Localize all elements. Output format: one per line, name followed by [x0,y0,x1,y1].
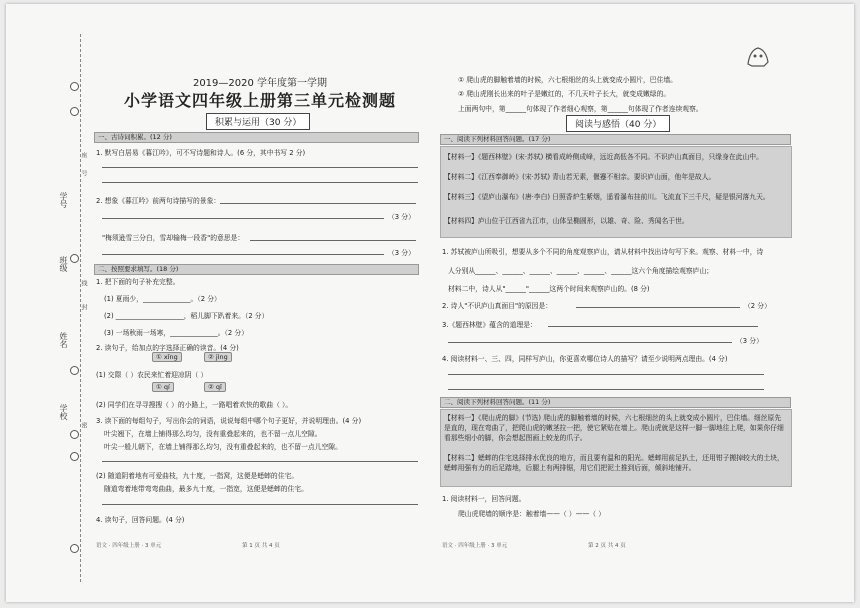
material-4: 【材料四】庐山位于江西省九江市，山体呈椭圆形，以雄、奇、险、秀闻名于世。 [444,217,689,225]
question-3: "梅须逊雪三分白，雪却输梅一段香"的意思是： [102,234,245,242]
binding-label-school: 学校 [59,404,68,420]
binding-mark: 号 [80,170,87,176]
reading-sentence-1: ① 爬山虎的脚触着墙的时候，六七根细丝的头上就变成小圆片，巴住墙。 [458,76,677,84]
answer-line[interactable] [448,342,732,343]
answer-line[interactable] [102,254,384,255]
bar-reading-1: 一、阅读下列材料回答问题。(17 分) [440,134,791,145]
footer-subject: 语文 · 四年级上册 · 3 单元 [96,543,162,549]
punch-hole [70,366,79,375]
score: （3 分） [388,213,415,221]
reading-q1a: 人分别从______、______、______、______、______、______这六个角度描绘观察庐山； [448,267,714,275]
reading-sentence-2: ② 爬山虎刚长出来的叶子是嫩红的，不几天叶子长大，就变成嫩绿的。 [458,90,671,98]
reading-q3: 3.《题西林壁》蕴含的道理是： [442,321,537,329]
binding-label-student-no: 学号 [59,192,68,208]
answer-line[interactable] [102,461,418,462]
corner-seal-icon [744,44,772,70]
punch-hole [70,254,79,263]
sentence-6d: 随道弯着地带弯弯曲曲，最多九十度，一指宽，这便是蟋蟀的住宅。 [104,485,308,493]
binding-mark: 座 [80,152,87,158]
question-6: 3. 读下面的每组句子，写出你会的词语，说说每组中哪个句子更好，并说明理由。(4 分) [96,417,362,425]
sentence-6c: (2) 随道阴着地有可爱曲枝，九十度，一指窝，这便是蟋蟀的住宅。 [96,472,299,480]
pinyin-option[interactable]: ② jìng [204,352,232,362]
answer-line[interactable] [448,389,764,390]
binding-mark: 线 [80,280,87,286]
footer-subject: 语文 · 四年级上册 · 3 单元 [442,543,508,549]
binding-label-class: 班级 [59,256,68,272]
score: （2 分） [744,302,771,310]
question-5b: (2) 同学们在寻寻搜搜（ ）的小路上，一路唱着欢快的歌曲（ ）。 [96,401,293,409]
left-page [92,4,428,602]
bar-fill-in: 二、按照要求填写。(18 分) [94,264,419,275]
right-page [438,4,790,602]
reading-q1b: 材料二中，诗人从"______"______这两个时间来观察庐山的。(8 分) [448,285,650,293]
answer-line[interactable] [102,218,384,219]
exam-title: 小学语文四年级上册第三单元检测题 [123,91,396,110]
punch-hole [70,544,79,553]
question-4b: (2) ____________________，稻儿脚下趴着来。（2 分） [104,312,269,320]
answer-line[interactable] [576,307,740,308]
material-3: 【材料三】《望庐山瀑布》(唐·李白) 日照香炉生紫烟，遥看瀑布挂前川。飞流直下三千尺，疑是银河落九天。 [444,193,770,201]
answer-line[interactable] [448,374,764,375]
section-reading: 阅读与感悟（40 分） [566,115,670,132]
sentence-6b: 叶尖一般儿朝下，在墙上铺得那么均匀，没有重叠起来的，也不留一点儿空隙。 [104,443,342,451]
answer-line[interactable] [102,182,418,183]
punch-hole [70,107,79,116]
footer-page: 第 1 页 共 4 页 [242,543,280,549]
reading-q4: 4. 阅读材料一、三、四，同样写庐山，你更喜欢哪位诗人的描写？请至少说明两点理由。(4 分) [442,355,728,363]
question-4: 1. 把下面的句子补充完整。 [96,278,180,286]
sentence-6a: 叶尖翘下，在墙上铺得那么均匀，没有重叠起来的，也不留一点儿空隙。 [104,430,322,438]
pinyin-option[interactable]: ② qǐ [204,382,226,392]
section-accumulation: 积累与运用（30 分） [206,113,310,130]
pinyin-option[interactable]: ① qí [152,382,174,392]
answer-line[interactable] [548,326,758,327]
material-2: 【材料二】《江西奉御岭》(宋·苏轼) 青山若无素，偃蹇不相亲。要识庐山面，他年是故人。 [444,173,716,181]
question-1: 1. 默写白居易《暮江吟》，可不写诗题和诗人。(6 分，其中书写 2 分) [96,149,306,157]
exam-sheet [6,4,854,602]
material-6: 【材料二】蟋蟀的住宅选择排水优良的地方，而且要有温和的阳光。蟋蟀用前足扒土，还用钳子搬掉较大的土块，蟋蟀用强有力的后足踏地，后腿上有两排锯，用它们把泥土推到后面，倾斜地铺开。 [444,454,784,472]
reading-q5: 1. 阅读材料一，回答问题。 [442,495,526,503]
question-2: 2. 想象《暮江吟》前两句诗描写的景象： [96,197,221,205]
bar-reading-2: 二、阅读下列材料回答问题。(11 分) [440,397,791,408]
footer-page: 第 2 页 共 4 页 [588,543,626,549]
question-7: 4. 读句子，回答问题。(4 分) [96,516,185,524]
question-5: 2. 读句子，给加点的字选择正确的读音。(4 分) [96,344,239,352]
pinyin-option[interactable]: ① xǐng [152,352,182,362]
answer-line[interactable] [102,167,418,168]
answer-line[interactable] [250,240,416,241]
binding-mark: 密 [80,422,87,428]
reading-q5a: 爬山虎爬墙的顺序是：触着墙——（ ）——（ ） [458,510,606,518]
binding-label-name: 姓名 [59,332,68,348]
bar-poetry: 一、古诗词积累。(12 分) [94,132,419,143]
answer-line[interactable] [220,203,416,204]
exam-year: 2019—2020 学年度第一学期 [192,78,328,89]
punch-hole [70,82,79,91]
material-1: 【材料一】《题西林壁》(宋·苏轼) 横看成岭侧成峰，远近高低各不同。不识庐山真面目，只缘身在此山中。 [444,153,763,161]
reading-q2: 2. 诗人"不识庐山真面目"的原因是： [442,302,553,310]
material-5: 【材料一】《爬山虎的脚》(节选) 爬山虎的脚触着墙的时候，六七根细丝的头上就变成小圆片，巴住墙。细丝原先是直的，现在弯曲了，把爬山虎的嫩茎拉一把，使它紧贴在墙上。爬山虎就是这样一脚一脚地往上爬，如果你仔细看那些细小的脚，你会想起图画上蛟龙的爪子。 [444,414,784,442]
reading-question: 上面两句中，第______句体现了作者细心观察，第______句体现了作者连续观察。 [458,105,703,113]
reading-q1: 1. 苏轼被庐山所吸引，想要从多个不同的角度观察庐山，请从材料中找出诗句写下来。观察、材料一中，诗 [442,248,764,256]
question-5a: (1) 交際（ ）农民来忙着迎凉阴（ ） [96,371,208,379]
punch-hole [70,452,79,461]
score: （3 分） [736,337,763,345]
question-4a: (1) 夏雨少，______________。（2 分） [104,295,221,303]
answer-line[interactable] [102,504,418,505]
binding-margin [6,4,92,602]
binding-mark: 封 [80,304,87,310]
question-4c: (3) 一场秋雨一场寒，______________。（2 分） [104,329,249,337]
punch-hole [70,430,79,439]
score: （3 分） [388,249,415,257]
